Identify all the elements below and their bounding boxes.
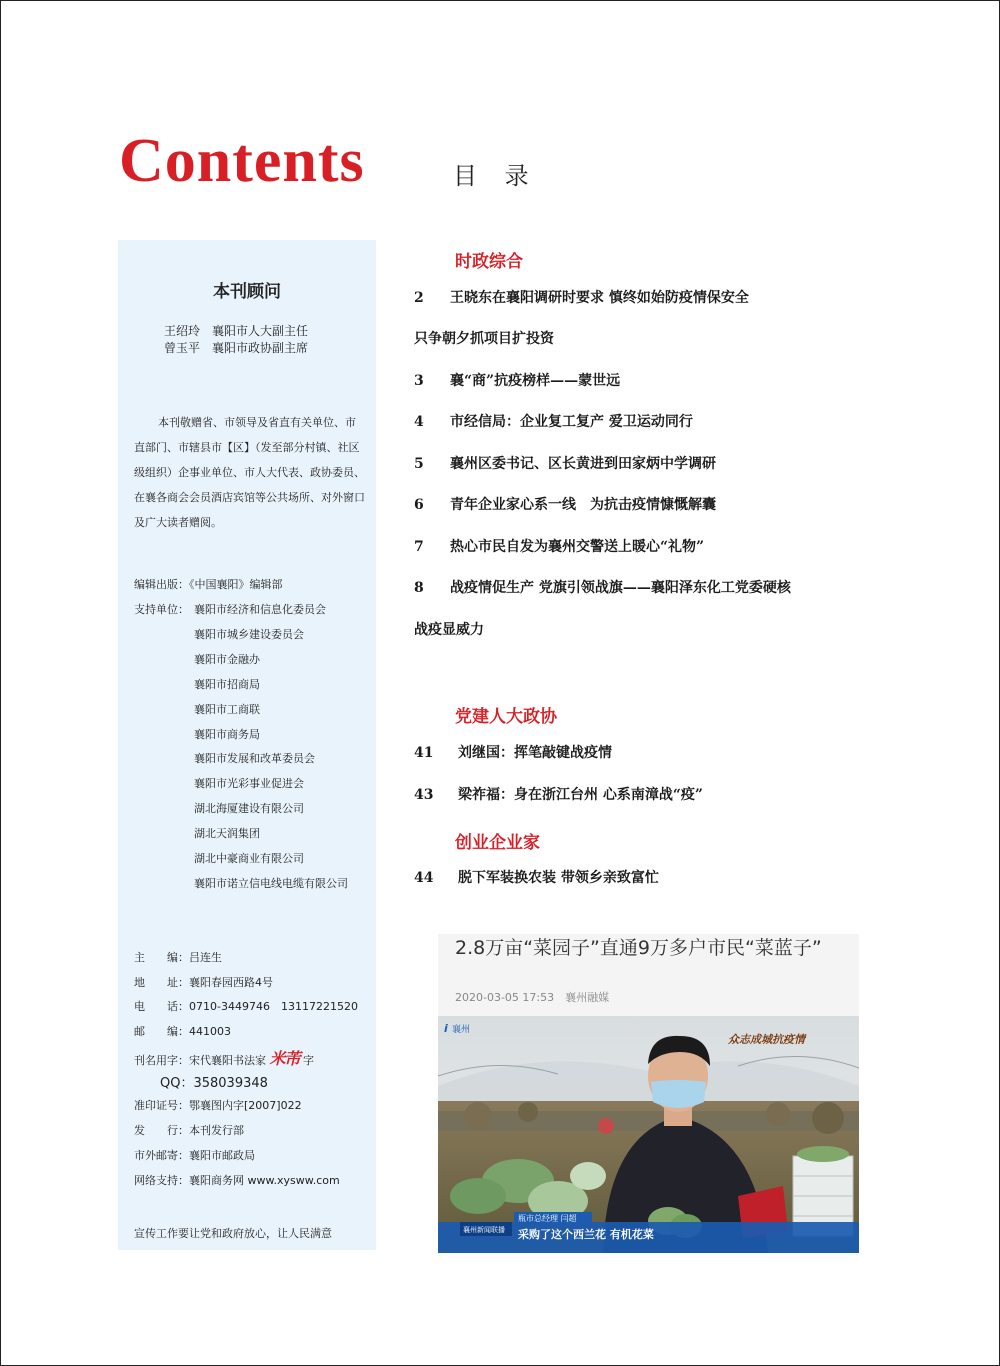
- toc-title: 脱下军装换农装 带领乡亲致富忙: [458, 870, 659, 886]
- news-meta: 2020-03-05 17:53 襄州融媒: [455, 991, 610, 1004]
- supporter-item: 湖北中豪商业有限公司: [194, 852, 304, 865]
- toc-page-number: 5: [414, 456, 424, 472]
- section-heading-politics: 时政综合: [455, 252, 523, 272]
- supporter-item: 湖北天润集团: [194, 827, 260, 840]
- masthead-sidebar: [118, 240, 376, 1250]
- section-heading-entrepreneur: 创业企业家: [455, 833, 540, 853]
- video-banner-text: 众志成城抗疫情: [728, 1033, 805, 1046]
- toc-entry[interactable]: [414, 784, 703, 804]
- news-video-frame: [438, 1016, 859, 1253]
- toc-page-number: 43: [414, 787, 434, 803]
- toc-entry[interactable]: [414, 287, 749, 307]
- video-subtitle: 采购了这个西兰花 有机花菜: [518, 1228, 654, 1241]
- calligraphy-prefix: 刊名用字：宋代襄阳书法家: [134, 1054, 266, 1067]
- toc-title: 梁祚福：身在浙江台州 心系南漳战“疫”: [458, 787, 703, 803]
- distribution-note: 本刊敬赠省、市领导及省直有关单位、市直部门、市辖县市【区】（发至部分村镇、社区级组织）企事业单位、市人大代表、政协委员、在襄各商会会员酒店宾馆等公共场所、对外窗口及广大读者赠阅。: [134, 416, 365, 529]
- support-label: 支持单位：: [134, 603, 189, 616]
- toc-entry-continuation[interactable]: 战疫显威力: [414, 622, 484, 638]
- phone-line: 电 话：0710-3449746 13117221520: [134, 1000, 358, 1013]
- supporter-item: 襄阳市诺立信电线电缆有限公司: [194, 877, 348, 890]
- logo-text: 襄州: [452, 1025, 471, 1035]
- tv-station-name: 襄州新闻联播: [463, 1226, 505, 1234]
- postcode-line: 邮 编：441003: [134, 1025, 231, 1038]
- advisor-line: 王绍玲 襄阳市人大副主任: [164, 324, 309, 338]
- supporter-item: 襄阳市城乡建设委员会: [194, 628, 304, 641]
- supporter-item: 襄阳市招商局: [194, 678, 260, 691]
- toc-page-number: 8: [414, 580, 424, 596]
- news-headline: 2.8万亩“菜园子”直通9万多户市民“菜蓝子”: [455, 937, 822, 959]
- toc-page-number: 41: [414, 745, 434, 761]
- supporter-item: 襄阳市经济和信息化委员会: [194, 603, 326, 616]
- issue-line: 发 行：本刊发行部: [134, 1124, 244, 1137]
- section-heading-party: 党建人大政协: [455, 707, 557, 727]
- supporter-item: 湖北海厦建设有限公司: [194, 802, 304, 815]
- svg-text:i: i: [444, 1022, 448, 1035]
- toc-entry[interactable]: [414, 577, 791, 597]
- supporter-item: 襄阳市发展和改革委员会: [194, 752, 315, 765]
- toc-page-number: 3: [414, 373, 424, 389]
- toc-title: 战疫情促生产 党旗引领战旗——襄阳泽东化工党委硬核: [450, 580, 791, 596]
- calligraphy-signature: 米芾: [269, 1049, 300, 1068]
- toc-page-number: 4: [414, 414, 424, 430]
- news-screenshot: [438, 934, 859, 1253]
- video-scene-illustration: [438, 1016, 859, 1253]
- toc-entry[interactable]: [414, 494, 716, 514]
- calligraphy-suffix: 字: [303, 1054, 315, 1067]
- editor-line: 主 编：吕连生: [134, 951, 222, 964]
- toc-page-number: 7: [414, 539, 424, 555]
- supporter-item: 襄阳市金融办: [194, 653, 260, 666]
- permit-line: 准印证号：鄂襄图内字[2007]022: [134, 1099, 302, 1112]
- toc-entry-continuation[interactable]: 只争朝夕抓项目扩投资: [414, 331, 554, 347]
- toc-entry[interactable]: [414, 411, 693, 431]
- toc-title: 襄“商”抗疫榜样——蒙世远: [450, 373, 621, 389]
- advisor-title: 本刊顾问: [213, 282, 281, 302]
- toc-entry[interactable]: [414, 370, 620, 390]
- toc-entry[interactable]: [414, 742, 612, 762]
- supporter-item: 襄阳市光彩事业促进会: [194, 777, 304, 790]
- contents-title-en: Contents: [119, 127, 365, 195]
- toc-title: 青年企业家心系一线 为抗击疫情慷慨解囊: [450, 497, 716, 513]
- toc-entry[interactable]: [414, 536, 704, 556]
- qq-line: QQ：358039348: [160, 1076, 268, 1091]
- contents-title-zh: 目 录: [453, 162, 539, 190]
- toc-page-number: 2: [414, 290, 424, 306]
- slogan-line: 宣传工作要让党和政府放心，让人民满意: [134, 1227, 332, 1240]
- toc-page-number: 44: [414, 870, 434, 886]
- advisor-line: 曾玉平 襄阳市政协副主席: [164, 341, 309, 355]
- toc-title: 王晓东在襄阳调研时要求 慎终如始防疫情保安全: [450, 290, 749, 306]
- toc-entry[interactable]: [414, 867, 659, 887]
- toc-title: 刘继国：挥笔敲键战疫情: [458, 745, 612, 761]
- toc-title: 市经信局：企业复工复产 爱卫运动同行: [450, 414, 693, 430]
- toc-page-number: 6: [414, 497, 424, 513]
- toc-entry[interactable]: [414, 453, 716, 473]
- publisher-line: 编辑出版：《中国襄阳》编辑部: [134, 578, 283, 591]
- supporter-item: 襄阳市工商联: [194, 703, 260, 716]
- supporter-item: 襄阳市商务局: [194, 728, 260, 741]
- address-line: 地 址：襄阳春园西路4号: [134, 976, 273, 989]
- calligraphy-line: [134, 1046, 314, 1069]
- mail-line: 市外邮寄：襄阳市邮政局: [134, 1149, 255, 1162]
- toc-title: 襄州区委书记、区长黄进到田家炳中学调研: [450, 456, 716, 472]
- video-name-tag: 瓶市总经理 闫超: [518, 1214, 577, 1223]
- toc-title: 热心市民自发为襄州交警送上暖心“礼物”: [450, 539, 705, 555]
- web-line: 网络支持：襄阳商务网 www.xysww.com: [134, 1174, 340, 1187]
